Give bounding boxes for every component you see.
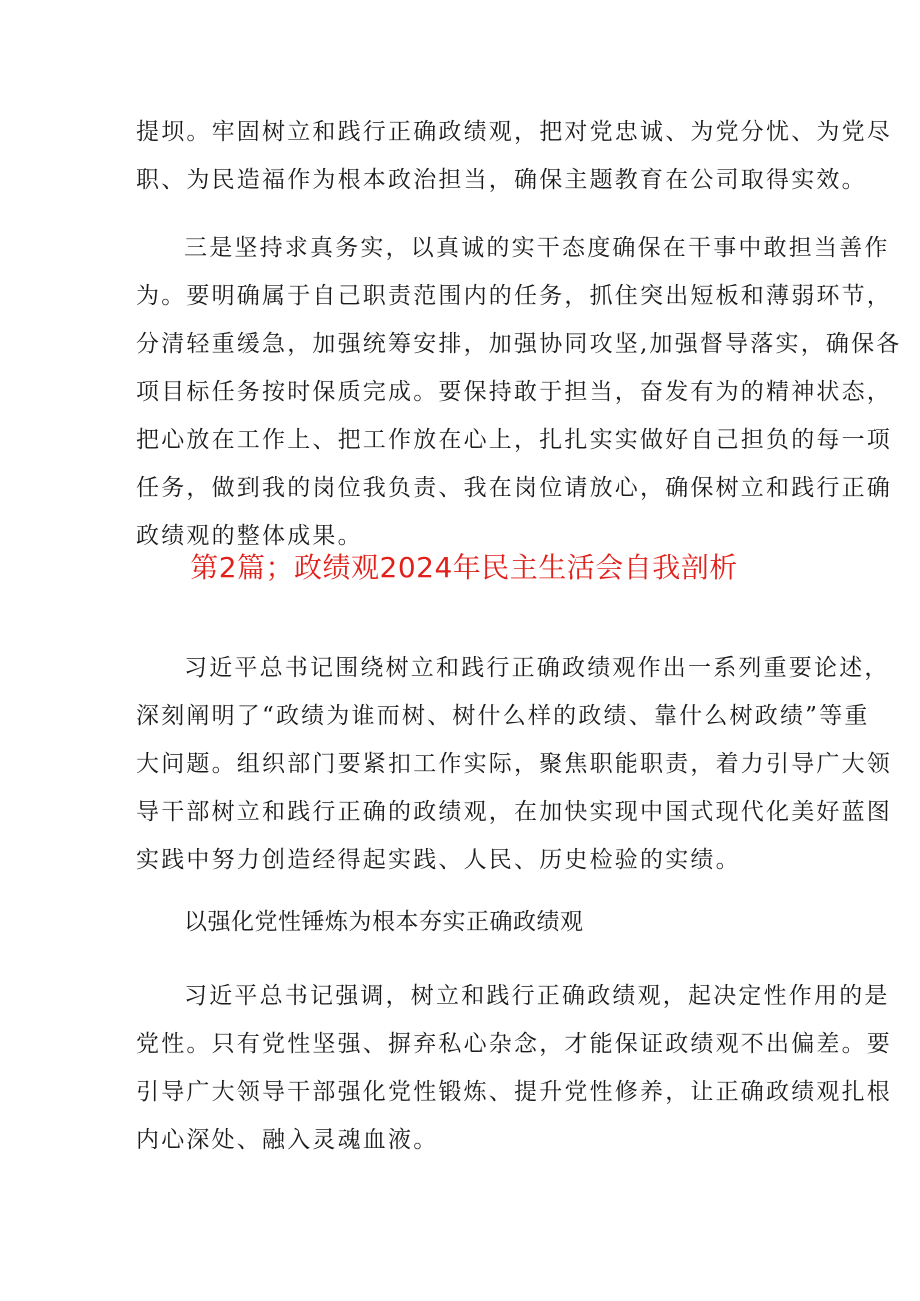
paragraph-line: 项目标任务按时保质完成。要保持敢于担当，奋发有为的精神状态， (136, 379, 892, 405)
paragraph-line: 三是坚持求真务实，以真诚的实干态度确保在干事中敢担当善作 (184, 235, 890, 261)
paragraph-line: 习近平总书记围绕树立和践行正确政绩观作出一系列重要论述， (184, 655, 890, 681)
paragraph-line: 为。要明确属于自己职责范围内的任务，抓住突出短板和薄弱环节， (136, 283, 892, 309)
section-heading: 第2篇；政绩观2024年民主生活会自我剖析 (190, 551, 738, 584)
paragraph-line: 任务，做到我的岗位我负责、我在岗位请放心，确保树立和践行正确 (136, 475, 892, 501)
paragraph-line: 职、为民造福作为根本政治担当，确保主题教育在公司取得实效。 (136, 167, 867, 193)
paragraph-line: 引导广大领导干部强化党性锻炼、提升党性修养，让正确政绩观扎根 (136, 1079, 892, 1105)
paragraph-line: 党性。只有党性坚强、摒弃私心杂念，才能保证政绩观不出偏差。要 (136, 1031, 892, 1057)
paragraph-party (136, 972, 892, 1164)
paragraph-line: 习近平总书记强调，树立和践行正确政绩观，起决定性作用的是 (184, 983, 890, 1009)
paragraph-three (136, 224, 902, 560)
paragraph-line: 实践中努力创造经得起实践、人民、历史检验的实绩。 (136, 847, 741, 873)
paragraph-line: 把心放在工作上、把工作放在心上，扎扎实实做好自己担负的每一项 (136, 427, 892, 453)
paragraph-line: 深刻阐明了“政绩为谁而树、树什么样的政绩、靠什么树政绩”等重 (136, 703, 870, 729)
paragraph-line: 政绩观的整体成果。 (136, 523, 363, 549)
paragraph-continuation (136, 108, 892, 204)
paragraph-line: 导干部树立和践行正确的政绩观，在加快实现中国式现代化美好蓝图 (136, 799, 892, 825)
paragraph-line: 大问题。组织部门要紧扣工作实际，聚焦职能职责，着力引导广大领 (136, 751, 892, 777)
subheading: 以强化党性锤炼为根本夯实正确政绩观 (184, 909, 584, 935)
paragraph-line: 内心深处、融入灵魂血液。 (136, 1127, 439, 1153)
paragraph-line: 分清轻重缓急，加强统筹安排，加强协同攻坚,加强督导落实，确保各 (136, 331, 902, 357)
paragraph-line: 提坝。牢固树立和践行正确政绩观，把对党忠诚、为党分忧、为党尽 (136, 119, 892, 145)
paragraph-intro (136, 644, 892, 884)
